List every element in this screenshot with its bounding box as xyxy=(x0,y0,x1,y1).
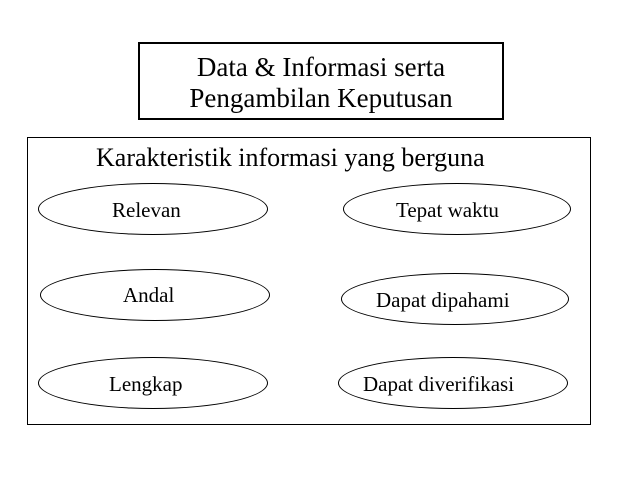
label-andal: Andal xyxy=(123,283,175,307)
title-line-2: Pengambilan Keputusan xyxy=(189,83,453,113)
label-dapat-dipahami: Dapat dipahami xyxy=(376,288,510,312)
label-dapat-diverifikasi: Dapat diverifikasi xyxy=(363,372,515,396)
title-box xyxy=(138,42,504,120)
panel-heading: Karakteristik informasi yang berguna xyxy=(96,143,485,172)
label-relevan: Relevan xyxy=(112,198,181,222)
label-lengkap: Lengkap xyxy=(109,372,183,396)
label-tepat-waktu: Tepat waktu xyxy=(396,198,499,222)
title-line-1: Data & Informasi serta xyxy=(196,52,446,82)
